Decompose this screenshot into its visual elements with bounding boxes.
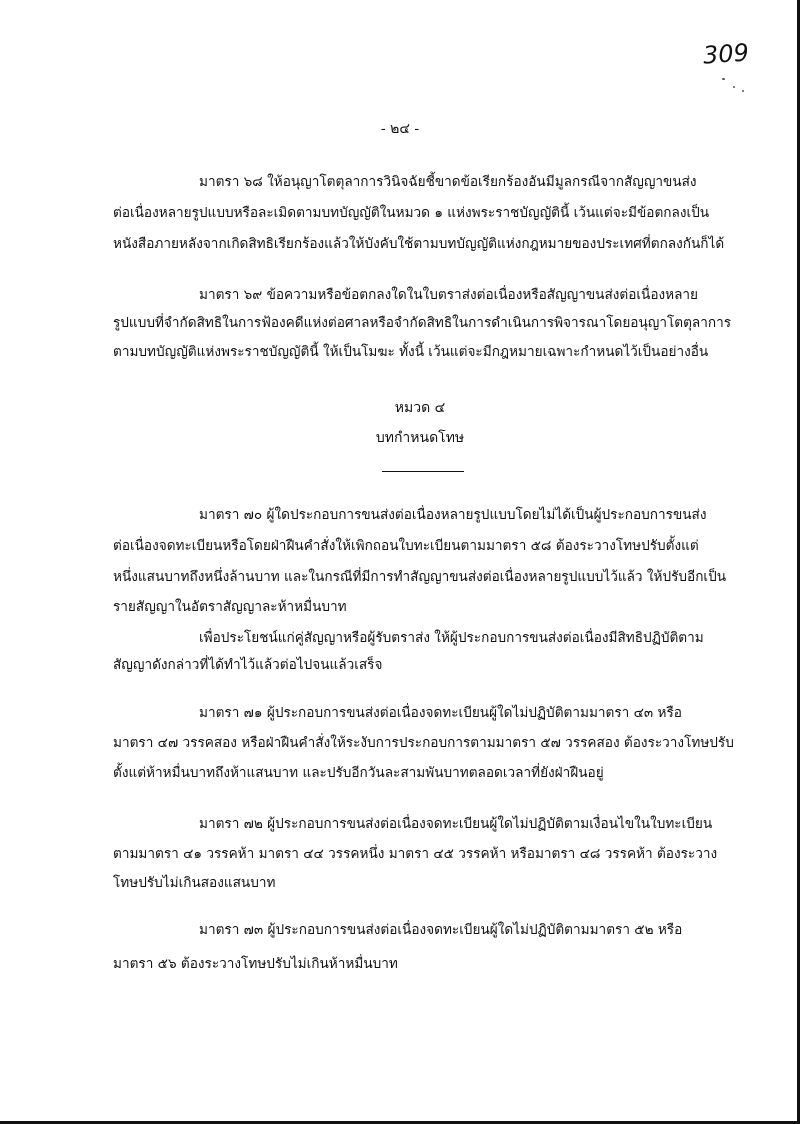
section-71-line-2: มาตรา ๔๗ วรรคสอง หรือฝ่าฝืนคำสั่งให้ระงับการประกอบการตามมาตรา ๕๗ วรรคสอง ต้องระวางโทษปรับ (113, 735, 734, 751)
section-68-line-1: มาตรา ๖๘ ให้อนุญาโตตุลาการวินิจฉัยชี้ขาดข้อเรียกร้องอันมีมูลกรณีจากสัญญาขนส่ง (199, 174, 697, 190)
scan-speck (722, 78, 725, 80)
handwritten-page-number: 309 (702, 38, 750, 70)
section-71-line-3: ตั้งแต่ห้าหมื่นบาทถึงห้าแสนบาท และปรับอีกวันละสามพันบาทตลอดเวลาที่ยังฝ่าฝืนอยู่ (113, 765, 604, 781)
section-73-line-1: มาตรา ๗๓ ผู้ประกอบการขนส่งต่อเนื่องจดทะเบียนผู้ใดไม่ปฏิบัติตามมาตรา ๕๒ หรือ (199, 922, 683, 938)
chapter-number: หมวด ๔ (394, 400, 446, 416)
section-70-para2-line-2: สัญญาดังกล่าวที่ได้ทำไว้แล้วต่อไปจนแล้วเสร็จ (113, 657, 383, 673)
heading-divider (382, 471, 464, 472)
section-69-line-1: มาตรา ๖๙ ข้อความหรือข้อตกลงใดในใบตราส่งต่อเนื่องหรือสัญญาขนส่งต่อเนื่องหลาย (199, 287, 699, 303)
chapter-title: บทกำหนดโทษ (375, 430, 465, 446)
scan-speck (733, 86, 735, 88)
section-69-line-3: ตามบทบัญญัติแห่งพระราชบัญญัตินี้ ให้เป็นโมฆะ ทั้งนี้ เว้นแต่จะมีกฎหมายเฉพาะกำหนดไว้เป็นอย่างอื่น (113, 344, 709, 360)
section-68-line-2: ต่อเนื่องหลายรูปแบบหรือละเมิดตามบทบัญญัติในหมวด ๑ แห่งพระราชบัญญัตินี้ เว้นแต่จะมีข้อตกลงเป็น (113, 205, 710, 221)
section-72-line-3: โทษปรับไม่เกินสองแสนบาท (113, 875, 276, 891)
section-70-line-2: ต่อเนื่องจดทะเบียนหรือโดยฝ่าฝืนคำสั่งให้เพิกถอนใบทะเบียนตามมาตรา ๕๘ ต้องระวางโทษปรับตั้งแต่ (113, 538, 699, 554)
section-69-line-2: รูปแบบที่จำกัดสิทธิในการฟ้องคดีแห่งต่อศาลหรือจำกัดสิทธิในการดำเนินการพิจารณาโดยอนุญาโตตุลาการ (113, 315, 732, 331)
section-70-line-3: หนึ่งแสนบาทถึงหนึ่งล้านบาท และในกรณีที่มีการทำสัญญาขนส่งต่อเนื่องหลายรูปแบบไว้แล้ว ให้ปรับอีกเป็น (113, 569, 726, 585)
page-number: - ๒๔ - (380, 121, 420, 137)
section-70-line-1: มาตรา ๗๐ ผู้ใดประกอบการขนส่งต่อเนื่องหลายรูปแบบโดยไม่ได้เป็นผู้ประกอบการขนส่ง (199, 507, 707, 523)
section-71-line-1: มาตรา ๗๑ ผู้ประกอบการขนส่งต่อเนื่องจดทะเบียนผู้ใดไม่ปฏิบัติตามมาตรา ๔๓ หรือ (199, 705, 682, 721)
section-70-line-4: รายสัญญาในอัตราสัญญาละห้าหมื่นบาท (113, 599, 347, 615)
section-72-line-1: มาตรา ๗๒ ผู้ประกอบการขนส่งต่อเนื่องจดทะเบียนผู้ใดไม่ปฏิบัติตามเงื่อนไขในใบทะเบียน (199, 816, 713, 832)
section-72-line-2: ตามมาตรา ๔๑ วรรคห้า มาตรา ๔๔ วรรคหนึ่ง มาตรา ๔๕ วรรคห้า หรือมาตรา ๔๘ วรรคห้า ต้องระวาง (113, 846, 718, 862)
section-70-para2-line-1: เพื่อประโยชน์แก่คู่สัญญาหรือผู้รับตราส่ง ให้ผู้ประกอบการขนส่งต่อเนื่องมีสิทธิปฏิบัติตาม (199, 630, 704, 646)
section-68-line-3: หนังสือภายหลังจากเกิดสิทธิเรียกร้องแล้วให้บังคับใช้ตามบทบัญญัติแห่งกฎหมายของประเทศที่ตกลงกันก็ได้ (113, 236, 725, 252)
scan-speck (742, 90, 744, 92)
section-73-line-2: มาตรา ๕๖ ต้องระวางโทษปรับไม่เกินห้าหมื่นบาท (113, 956, 398, 972)
